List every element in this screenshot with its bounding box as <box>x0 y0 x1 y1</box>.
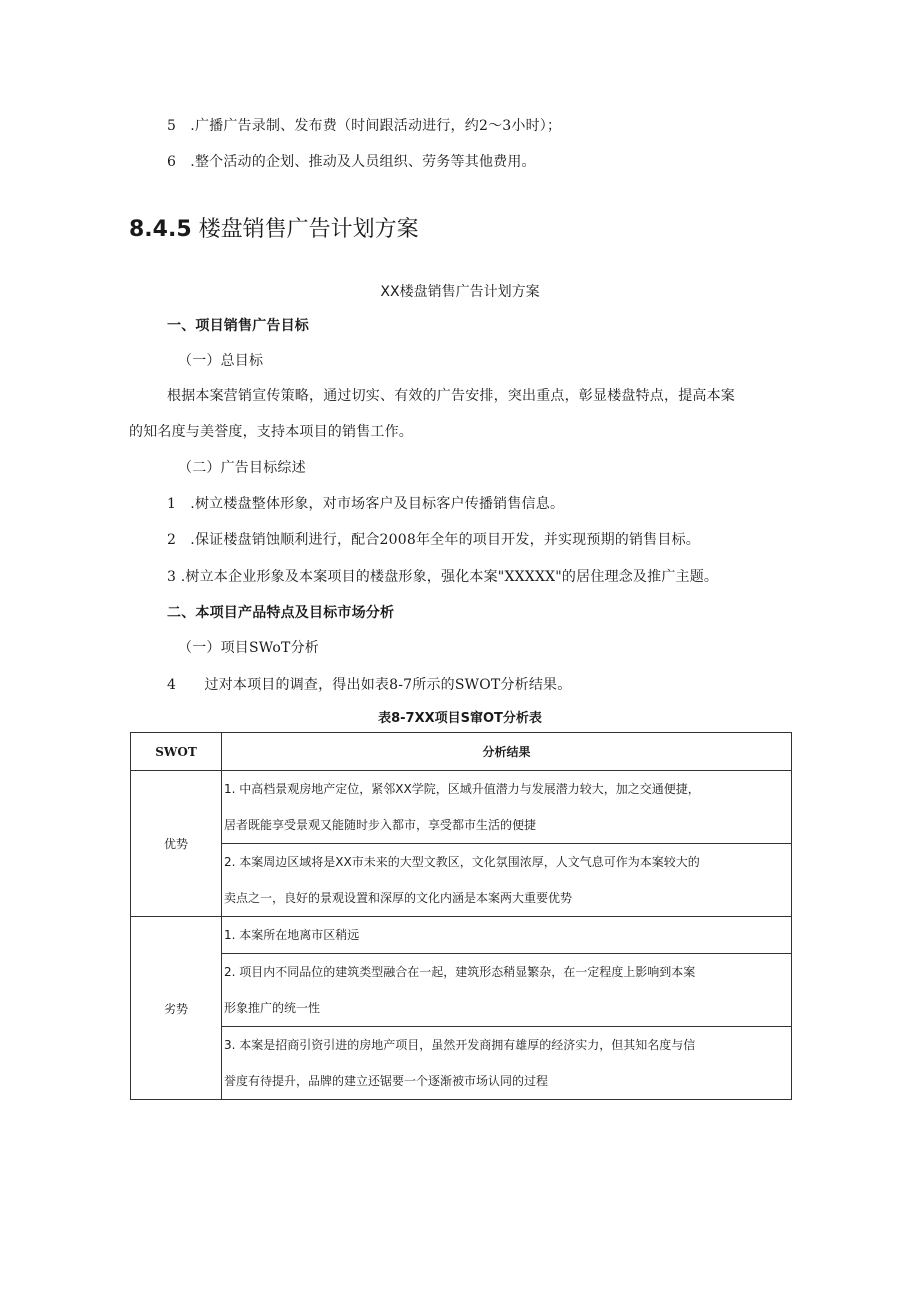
subheading-overall-goal: （一）总目标 <box>178 353 264 369</box>
document-title: XX楼盘销售广告计划方案 <box>380 284 540 300</box>
heading-product-analysis: 二、本项目产品特点及目标市场分析 <box>167 605 395 621</box>
category-strengths: 优势 <box>131 771 222 917</box>
table-row <box>131 771 792 844</box>
table-cell <box>222 771 792 844</box>
intro-line-5: 5 .广播广告录制、发布费（时间跟活动进行，约2～3小时）； <box>167 118 562 134</box>
table-cell <box>222 844 792 917</box>
paragraph-goal-line1: 根据本案营销宣传策略，通过切实、有效的广告安排，突出重点，彰显楼盘特点，提高本案 <box>167 388 735 404</box>
subheading-goal-summary: （二）广告目标综述 <box>178 460 306 476</box>
header-swot: SWOT <box>131 733 222 771</box>
cell-line: 卖点之一，良好的景观设置和深厚的文化内涵是本案两大重要优势 <box>224 891 573 905</box>
table-caption: 表8-7XX项目S窜OT分析表 <box>378 711 542 726</box>
list-item-3: 3 .树立本企业形象及本案项目的楼盘形象，强化本案"XXXXX"的居住理念及推广主题。 <box>167 569 719 585</box>
table-row <box>131 844 792 917</box>
category-weaknesses: 劣势 <box>131 917 222 1100</box>
cell-line: 3. 本案是招商引资引进的房地产项目，虽然开发商拥有雄厚的经济实力，但其知名度与信 <box>224 1038 696 1052</box>
table-cell <box>222 954 792 1027</box>
table-cell <box>222 1027 792 1100</box>
cell-line: 2. 本案周边区域将是XX市未来的大型文教区，文化氛围浓厚，人文气息可作为本案较大的 <box>224 855 700 869</box>
subheading-swot: （一）项目SWoT分析 <box>178 640 319 656</box>
list-item-1: 1 .树立楼盘整体形象，对市场客户及目标客户传播销售信息。 <box>167 496 565 512</box>
cell-line: 1. 中高档景观房地产定位，紧邻XX学院，区域升值潜力与发展潜力较大，加之交通便捷， <box>224 782 700 796</box>
section-number: 8.4.5 <box>129 217 192 242</box>
section-title-text: 楼盘销售广告计划方案 <box>198 217 419 242</box>
paragraph-goal-line2: 的知名度与美誉度，支持本项目的销售工作。 <box>129 424 413 440</box>
table-cell <box>222 917 792 954</box>
table-row <box>131 1027 792 1100</box>
table-header-row <box>131 733 792 771</box>
cell-line: 形象推广的统一性 <box>224 1001 321 1015</box>
table-row <box>131 917 792 954</box>
cell-line: 誉度有待提升，品牌的建立还锯要一个逐渐被市场认同的过程 <box>224 1074 549 1088</box>
list-item-4: 4 过对本项目的调查，得出如表8-7所示的SWOT分析结果。 <box>167 677 572 693</box>
header-analysis-result: 分析结果 <box>222 733 792 771</box>
swot-table <box>130 732 792 1100</box>
section-heading <box>129 214 419 246</box>
cell-line: 2. 项目内不同品位的建筑类型融合在一起，建筑形态稍显繁杂，在一定程度上影响到本案 <box>224 965 696 979</box>
cell-line: 居者既能享受景观又能随时步入都市，享受都市生活的便捷 <box>224 818 537 832</box>
cell-line: 1. 本案所在地离市区稍远 <box>224 928 360 942</box>
intro-line-6: 6 .整个活动的企划、推动及人员组织、劳务等其他费用。 <box>167 154 536 170</box>
heading-sales-goal: 一、项目销售广告目标 <box>167 318 309 334</box>
table-row <box>131 954 792 1027</box>
list-item-2: 2 .保证楼盘销蚀顺利进行，配合2008年全年的项目开发，并实现预期的销售目标。 <box>167 532 700 548</box>
